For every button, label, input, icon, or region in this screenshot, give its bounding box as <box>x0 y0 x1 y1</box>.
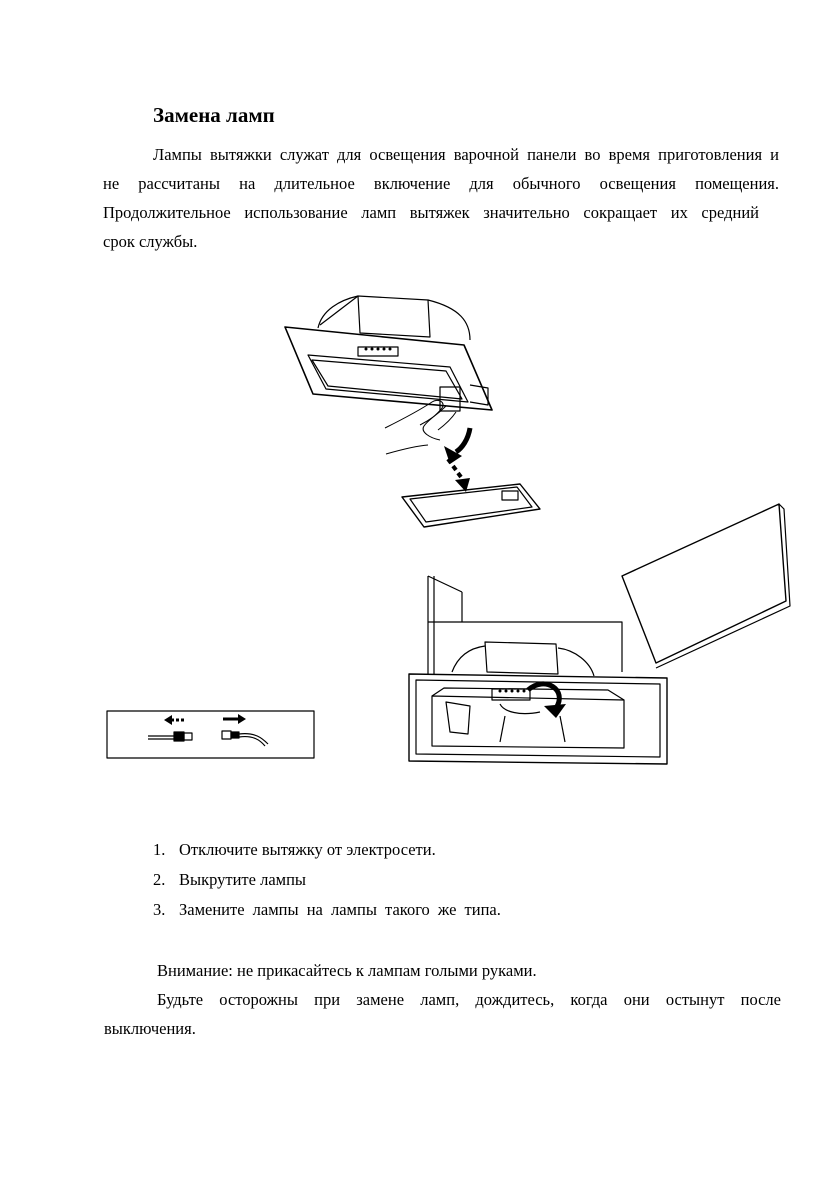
step-number: 1. <box>153 840 166 859</box>
section-heading: Замена ламп <box>153 103 275 127</box>
rotate-arrow <box>528 684 559 708</box>
step-item <box>153 840 436 860</box>
connector-right <box>222 714 268 746</box>
step-number: 2. <box>153 870 166 889</box>
cabinet-lamp-view <box>409 504 790 764</box>
step-number: 3. <box>153 900 166 919</box>
caution-line-2: выключения. <box>104 1019 196 1038</box>
hand-drawing <box>385 400 456 454</box>
intro-line-2: не рассчитаны на длительное включение для обычного освещения помещения. <box>103 174 779 193</box>
connector-inset <box>107 711 314 758</box>
step-item <box>153 870 306 890</box>
step-text: Отключите вытяжку от электросети. <box>179 840 436 859</box>
removal-arrow <box>456 428 470 452</box>
hood-top-view <box>285 296 492 411</box>
step-item <box>153 900 501 920</box>
caution-line-1: Будьте осторожны при замене ламп, дождитесь, когда они остынут после <box>157 990 781 1009</box>
warning-note: Внимание: не прикасайтесь к лампам голыми руками. <box>157 961 537 980</box>
intro-line-4: срок службы. <box>103 232 198 251</box>
connector-left <box>148 715 192 741</box>
intro-line-3: Продолжительное использование ламп вытяжек значительно сокращает их средний <box>103 203 759 222</box>
filter-panel <box>402 484 540 527</box>
step-text: Выкрутите лампы <box>179 870 307 889</box>
step-text: Замените лампы на лампы такого же типа. <box>179 900 501 919</box>
intro-line-1: Лампы вытяжки служат для освещения варочной панели во время приготовления и <box>153 145 779 164</box>
dashed-down-arrow <box>448 459 461 477</box>
